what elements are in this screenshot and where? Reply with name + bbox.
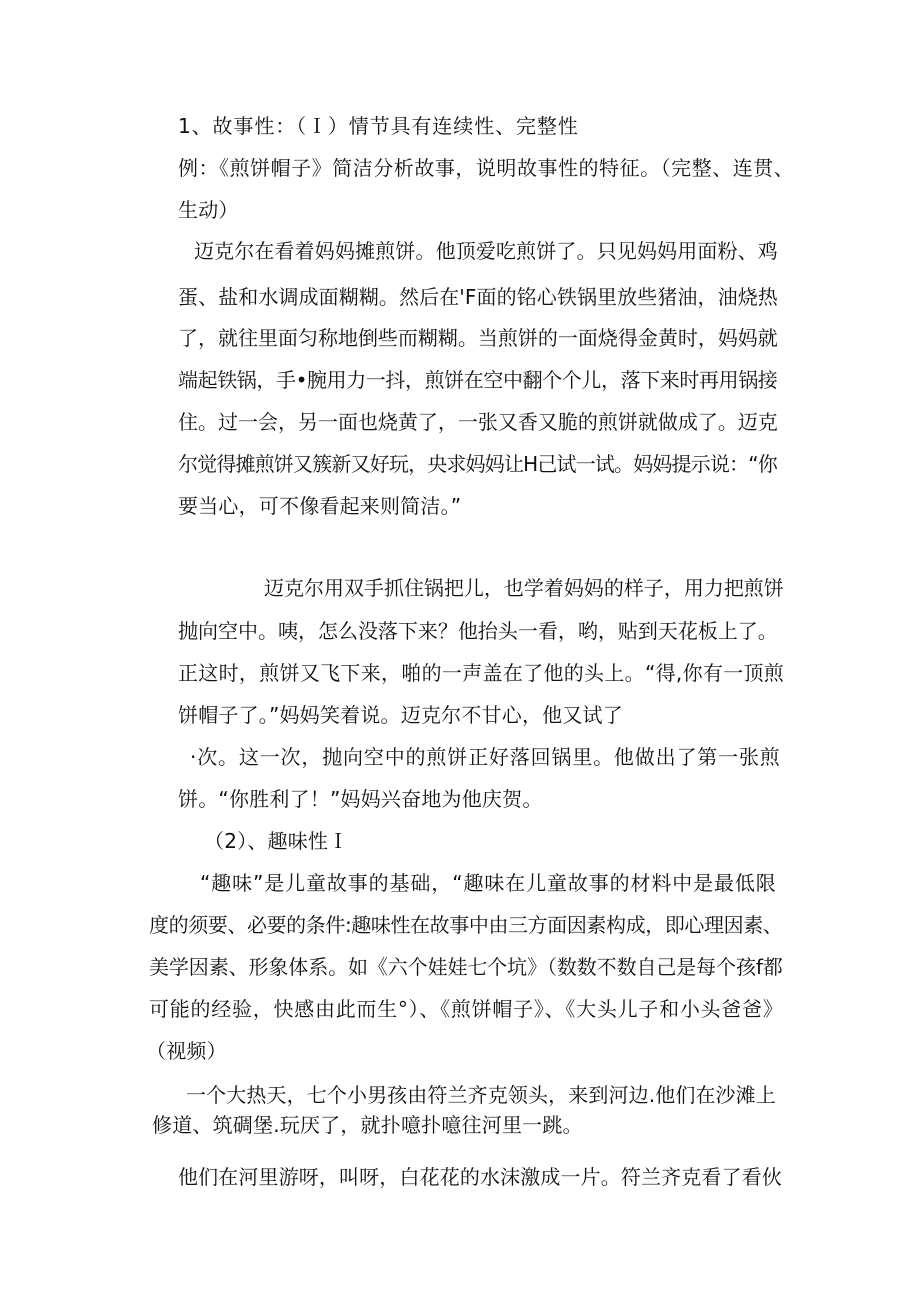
paragraph-line: 了，就往里面匀称地倒些而糊糊。当煎饼的一面烧得金黄时，妈妈就 [178,326,778,350]
paragraph-line: 住。过一会，另一面也烧黄了，一张又香又脆的煎饼就做成了。迈克 [178,410,778,434]
paragraph-line: 尔觉得摊煎饼又簇新又好玩，央求妈妈让H己试一试。妈妈提示说：“你 [178,452,777,476]
paragraph-line: “趣味”是儿童故事的基础，“趣味在儿童故事的材料中是最低限 [200,871,777,895]
paragraph-line: 他们在河里游呀，叫呀，白花花的水沫激成一片。符兰齐克看了看伙 [178,1165,782,1189]
paragraph-line: ·次。这一次，抛向空中的煎饼正好落回锅里。他做出了第一张煎 [190,745,781,769]
paragraph-line: 抛向空中。咦，怎么没落下来？他抬头一看，哟，贴到天花板上了。 [178,619,778,643]
section-heading-storytelling: 1、故事性：（Ｉ）情节具有连续性、完整性 [178,114,579,138]
section-heading-interest: （2）、趣味性Ｉ [204,829,349,853]
paragraph-line: 迈克尔用双手抓住锅把儿，也学着妈妈的样子，用力把煎饼 [264,576,784,600]
paragraph-line: 正这时，煎饼又飞下来，啪的一声盖在了他的头上。“得,你有一顶煎 [178,661,785,685]
paragraph-line: 可能的经验，快感由此而生°）、《煎饼帽子》、《大头儿子和小头爸爸》 [149,997,784,1021]
paragraph-line: 迈克尔在看着妈妈摊煎饼。他顶爱吃煎饼了。只见妈妈用面粉、鸡 [194,239,778,263]
paragraph-line: 修道、筑碉堡.玩厌了，就扑噫扑噫往河里一跳。 [152,1113,583,1137]
paragraph-line: （视频） [146,1039,227,1063]
paragraph-line: 饼帽子了。”妈妈笑着说。迈克尔不甘心，他又试了 [178,703,623,727]
paragraph-line: 度的须要、必要的条件:趣味性在故事中由三方面因素构成，即心理因素、 [149,913,783,937]
paragraph-line: 美学因素、形象体系。如《六个娃娃七个坑》（数数不数自己是每个孩f都 [149,955,783,979]
paragraph-line: 一个大热天，七个小男孩由符兰齐克领头，来到河边.他们在沙滩上 [186,1083,776,1107]
paragraph-line: 端起铁锅，手•腕用力一抖，煎饼在空中翻个个儿，落下来时再用锅接 [178,368,778,392]
paragraph-line: 饼。“你胜利了！”妈妈兴奋地为他庆贺。 [178,787,543,811]
paragraph-line: 蛋、盐和水调成面糊糊。然后在'F面的铭心铁锅里放些猪油，油烧热 [178,285,778,309]
example-line: 生动） [178,198,239,222]
example-line: 例：《煎饼帽子》简洁分析故事，说明故事性的特征。（完整、连贯、 [178,156,795,180]
paragraph-line: 要当心，可不像看起来则简洁。” [178,494,462,518]
